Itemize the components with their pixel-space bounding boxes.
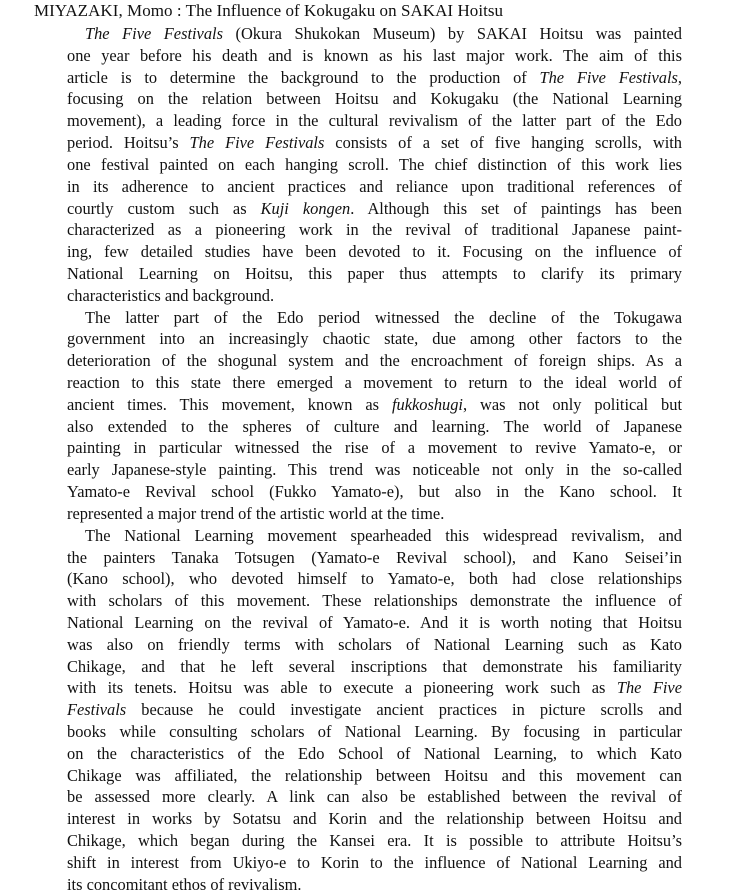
text-line (67, 67, 682, 89)
text-line (67, 699, 682, 721)
text-run: , (677, 67, 682, 87)
text-run: Chikage, and that he left several inscriptions that demonstrate his familiarity (67, 656, 682, 676)
text-run: Chikage was affiliated, the relationship between Hoitsu and this movement can (67, 765, 682, 785)
paragraph (67, 525, 682, 896)
text-line (67, 612, 682, 634)
text-line (67, 808, 682, 830)
text-line (67, 198, 682, 220)
text-line (67, 547, 682, 569)
italic-title-text: The Five Festivals (539, 67, 678, 87)
text-line (67, 634, 682, 656)
italic-title-text: Festivals (67, 700, 127, 720)
text-run: Chikage, which began during the Kansei era. It is possible to attribute Hoitsu’s (67, 831, 682, 851)
text-line (67, 874, 682, 896)
text-run: characterized as a pioneering work in the revival of traditional Japanese paint- (67, 220, 682, 240)
text-run: one festival painted on each hanging scroll. The chief distinction of this work lies (67, 154, 682, 174)
text-run: be assessed more clearly. A link can also be established between the revival of (67, 787, 682, 807)
text-line (67, 285, 682, 307)
italic-title-text: The Five Festivals (85, 24, 223, 43)
text-run: early Japanese-style painting. This trend was noticeable not only in the so-called (67, 460, 682, 480)
text-line (67, 743, 682, 765)
text-line (67, 590, 682, 612)
text-run: deterioration of the shogunal system and the encroachment of foreign ships. As a (67, 351, 682, 371)
text-line (67, 263, 682, 285)
text-line (67, 765, 682, 787)
text-run: National Learning on the revival of Yamato-e. And it is worth noting that Hoitsu (67, 612, 682, 632)
text-run: , was not only political but (462, 394, 682, 414)
text-line (67, 88, 682, 110)
article-heading: MIYAZAKI, Momo : The Influence of Kokugaku on SAKAI Hoitsu (34, 1, 504, 20)
text-run: with scholars of this movement. These relationships demonstrate the influence of (67, 591, 682, 611)
text-line (67, 437, 682, 459)
text-line (67, 830, 682, 852)
text-run: consists of a set of five hanging scrolls, with (324, 133, 682, 153)
text-line (67, 503, 682, 525)
text-line (67, 45, 682, 67)
text-line (67, 23, 682, 45)
text-run: . Although this set of paintings has been (350, 198, 682, 218)
text-run: government into an increasingly chaotic state, due among other factors to the (67, 329, 682, 349)
text-run: The National Learning movement spearheaded this widespread revivalism, and (85, 525, 682, 545)
paragraph (67, 23, 682, 307)
text-run: (Kano school), who devoted himself to Yamato-e, both had close relationships (67, 569, 682, 589)
text-run: on the characteristics of the Edo School of National Learning, to which Kato (67, 743, 682, 763)
text-run: Yamato-e Revival school (Fukko Yamato-e), but also in the Kano school. It (67, 482, 682, 502)
text-line (67, 328, 682, 350)
text-run: in its adherence to ancient practices and reliance upon traditional references of (67, 176, 682, 196)
text-run: (Okura Shukokan Museum) by SAKAI Hoitsu was painted (222, 24, 683, 43)
text-run: ing, few detailed studies have been devoted to it. Focusing on the influence of (67, 242, 682, 262)
text-run: interest in works by Sotatsu and Korin and the relationship between Hoitsu and (67, 809, 682, 829)
text-line (67, 350, 682, 372)
text-line (67, 416, 682, 438)
text-run: painting in particular witnessed the rise of a movement to revive Yamato-e, or (67, 438, 682, 458)
text-line (67, 372, 682, 394)
text-run: National Learning on Hoitsu, this paper thus attempts to clarify its primary (67, 263, 682, 283)
text-run: also extended to the spheres of culture and learning. The world of Japanese (67, 416, 682, 436)
text-run: shift in interest from Ukiyo-e to Korin to the influence of National Learning and (67, 852, 682, 872)
text-run: movement), a leading force in the cultural revivalism of the latter part of the Edo (67, 111, 682, 131)
italic-title-text: fukkoshugi (391, 394, 463, 414)
text-run: article is to determine the background to the production of (67, 67, 540, 87)
text-run: represented a major trend of the artistic world at the time. (67, 503, 445, 523)
text-line (67, 568, 682, 590)
text-run: books while consulting scholars of National Learning. By focusing in particular (67, 722, 682, 741)
article-body (67, 23, 682, 896)
text-line (67, 219, 682, 241)
text-line (67, 394, 682, 416)
text-run: characteristics and background. (67, 285, 275, 305)
text-line (67, 110, 682, 132)
text-run: The latter part of the Edo period witnessed the decline of the Tokugawa (85, 307, 682, 327)
text-line (67, 721, 682, 743)
italic-title-text: The Five Festivals (189, 133, 325, 153)
text-run: ancient times. This movement, known as (67, 394, 392, 414)
text-line (67, 307, 682, 329)
text-line (67, 677, 682, 699)
text-line (67, 154, 682, 176)
text-line (67, 241, 682, 263)
text-run: reaction to this state there emerged a movement to return to the ideal world of (67, 373, 682, 392)
text-run: with its tenets. Hoitsu was able to execute a pioneering work such as (67, 678, 617, 698)
text-run: period. Hoitsu’s (67, 133, 190, 153)
text-line (67, 786, 682, 808)
text-line (67, 852, 682, 874)
text-line (67, 132, 682, 154)
text-line (67, 525, 682, 547)
text-run: focusing on the relation between Hoitsu and Kokugaku (the National Learning (67, 89, 682, 109)
text-line (67, 459, 682, 481)
italic-title-text: The Five (616, 678, 682, 698)
italic-title-text: Kuji kongen (260, 198, 351, 218)
paragraph (67, 307, 682, 525)
text-run: one year before his death and is known as his last major work. The aim of this (67, 45, 682, 65)
text-run: the painters Tanaka Totsugen (Yamato-e Revival school), and Kano Seisei’in (67, 547, 682, 567)
text-run: because he could investigate ancient practices in picture scrolls and (126, 700, 682, 720)
text-line (67, 176, 682, 198)
text-run: was also on friendly terms with scholars of National Learning such as Kato (67, 634, 682, 654)
text-line (67, 656, 682, 678)
text-run: its concomitant ethos of revivalism. (67, 874, 302, 894)
text-line (67, 481, 682, 503)
text-run: courtly custom such as (67, 198, 261, 218)
